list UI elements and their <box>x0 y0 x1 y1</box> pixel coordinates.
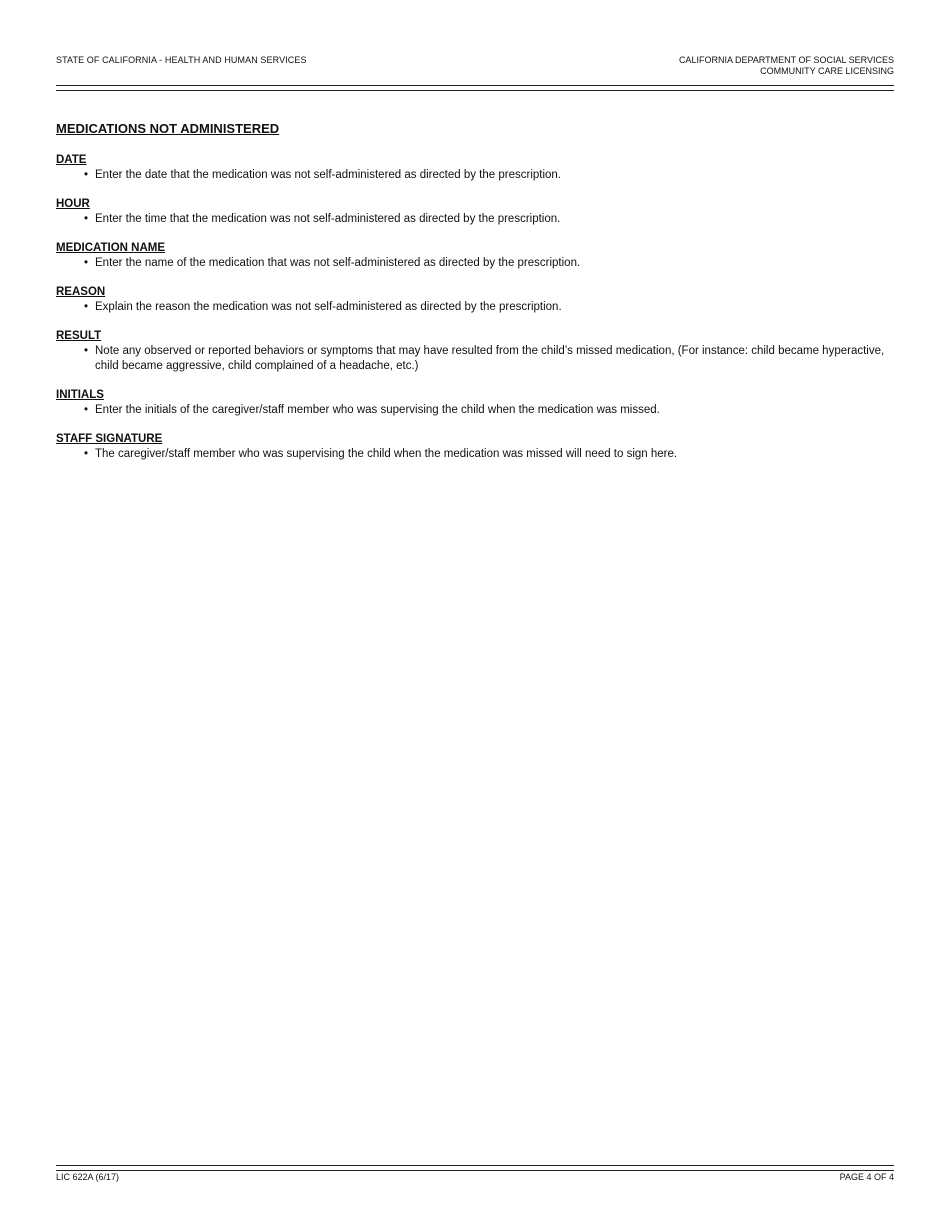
list-item <box>56 256 894 271</box>
section-title: DATE <box>56 154 87 166</box>
list-item <box>56 168 894 183</box>
section-staff-signature <box>56 432 894 462</box>
list-item-text: Enter the time that the medication was not self-administered as directed by the prescription. <box>95 213 561 225</box>
section-title: REASON <box>56 286 106 298</box>
section-reason <box>56 285 894 315</box>
bullet-list <box>56 344 894 374</box>
list-item <box>56 344 894 374</box>
section-initials <box>56 388 894 418</box>
bullet-icon: • <box>84 404 89 416</box>
section-date <box>56 153 894 183</box>
bullet-list <box>56 300 894 315</box>
header-department-name: CALIFORNIA DEPARTMENT OF SOCIAL SERVICES <box>678 55 894 65</box>
bullet-list <box>56 168 894 183</box>
list-item-text: Enter the initials of the caregiver/staff member who was supervising the child when the medication was missed. <box>95 404 660 416</box>
header-agency: STATE OF CALIFORNIA - HEALTH AND HUMAN SERVICES <box>56 55 307 65</box>
list-item <box>56 212 894 227</box>
bullet-list <box>56 256 894 271</box>
section-title: INITIALS <box>56 389 104 401</box>
list-item <box>56 447 894 462</box>
list-item <box>56 300 894 315</box>
document-body <box>56 121 894 476</box>
section-title: STAFF SIGNATURE <box>56 433 163 445</box>
section-title: HOUR <box>56 198 90 210</box>
list-item-text: Explain the reason the medication was not self-administered as directed by the prescription. <box>95 301 562 313</box>
page-title: MEDICATIONS NOT ADMINISTERED <box>56 121 280 136</box>
bullet-icon: • <box>84 345 89 357</box>
bullet-icon: • <box>84 169 89 181</box>
header-department <box>679 55 894 77</box>
list-item-text: Note any observed or reported behaviors or symptoms that may have resulted from the child’s missed medication, (For instance: child became hyperactive, child became aggressive, child complained of a headache, etc.) <box>95 345 885 372</box>
list-item-text: Enter the date that the medication was not self-administered as directed by the prescription. <box>95 169 562 181</box>
section-title: RESULT <box>56 330 102 342</box>
section-medication-name <box>56 241 894 271</box>
list-item-text: Enter the name of the medication that was not self-administered as directed by the prescription. <box>95 257 581 269</box>
page-number: PAGE 4 OF 4 <box>839 1172 894 1182</box>
bullet-icon: • <box>84 213 89 225</box>
section-result <box>56 329 894 374</box>
section-title: MEDICATION NAME <box>56 242 166 254</box>
bullet-icon: • <box>84 448 89 460</box>
bullet-list <box>56 403 894 418</box>
section-hour <box>56 197 894 227</box>
footer-double-rule <box>56 1165 894 1171</box>
header-division-name: COMMUNITY CARE LICENSING <box>760 66 894 76</box>
list-item-text: The caregiver/staff member who was supervising the child when the medication was missed will need to sign here. <box>95 448 678 460</box>
form-id: LIC 622A (6/17) <box>56 1172 120 1182</box>
header-double-rule <box>56 85 894 91</box>
bullet-list <box>56 212 894 227</box>
bullet-list <box>56 447 894 462</box>
list-item <box>56 403 894 418</box>
bullet-icon: • <box>84 257 89 269</box>
bullet-icon: • <box>84 301 89 313</box>
